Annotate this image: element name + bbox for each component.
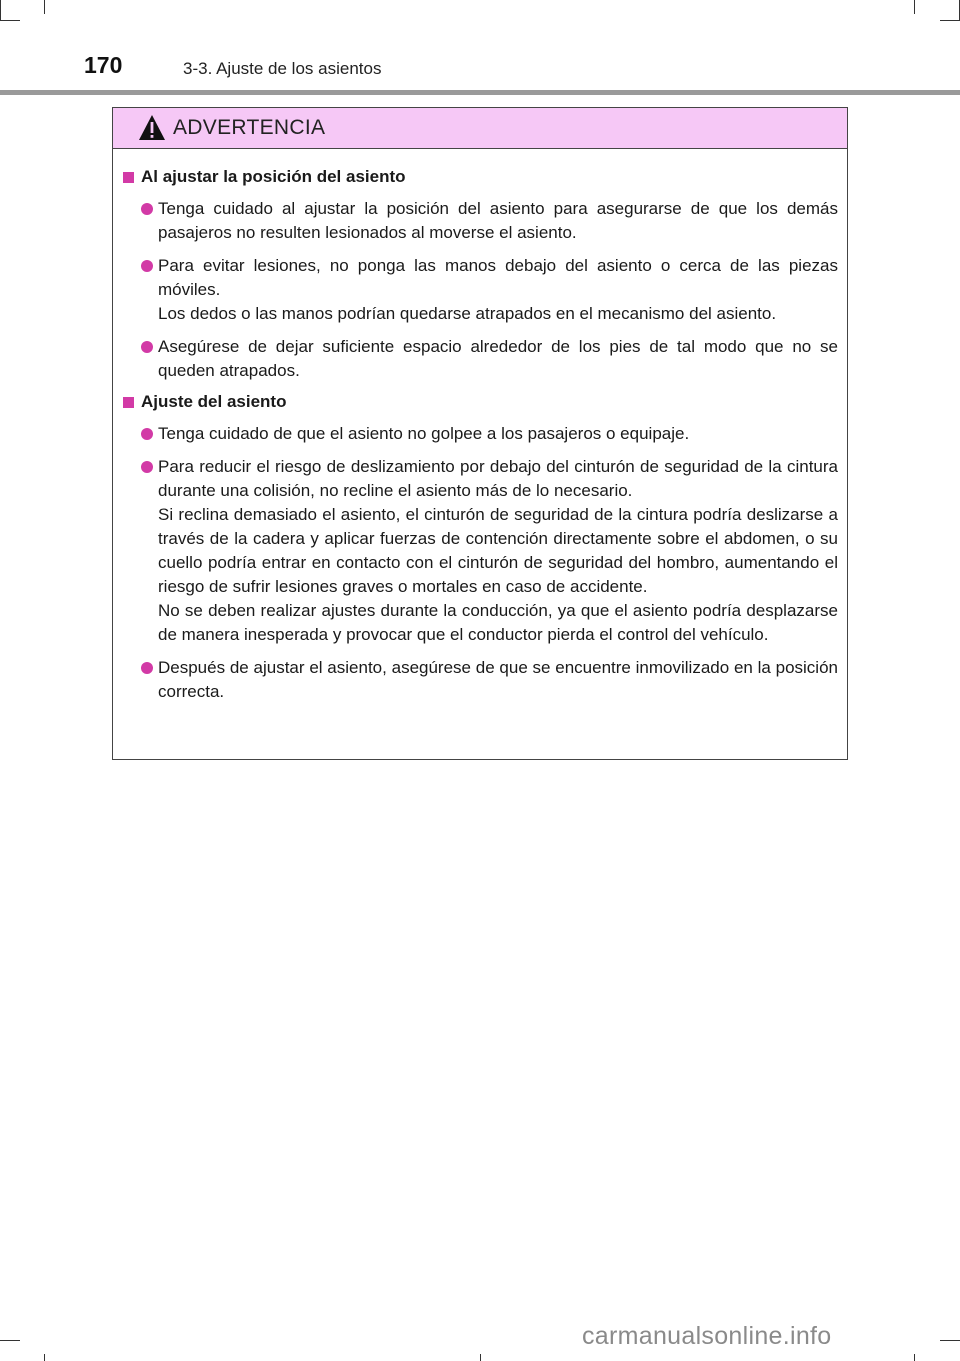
square-bullet-icon: [123, 397, 134, 408]
list-item-text: Si reclina demasiado el asiento, el cinturón de seguridad de la cintura podría deslizarse a través de la cadera y aplicar fuerzas de contención directamente sobre el abdomen, o su cuello podría entrar en contacto con el cinturón de seguridad del hombro, aumentando el riesgo de sufrir lesiones graves o mortales en caso de accidente.: [158, 505, 838, 596]
list-item-text: Tenga cuidado al ajustar la posición del asiento para asegurarse de que los demás pasajeros no resulten lesionados al moverse el asiento.: [158, 199, 838, 242]
list-item-text: Tenga cuidado de que el asiento no golpee a los pasajeros o equipaje.: [158, 424, 690, 443]
section-heading: [122, 392, 838, 412]
warning-body: [113, 149, 847, 704]
section-heading-text: Al ajustar la posición del asiento: [141, 167, 406, 186]
circle-bullet-icon: [141, 662, 153, 674]
crop-mark: [0, 0, 1, 20]
list-item-text: Para evitar lesiones, no ponga las manos debajo del asiento o cerca de las piezas móviles.: [158, 256, 838, 299]
crop-mark: [0, 1340, 20, 1341]
warning-box: [112, 107, 848, 760]
crop-mark: [44, 1354, 45, 1361]
section-title: 3-3. Ajuste de los asientos: [183, 59, 382, 78]
watermark: carmanualsonline.info: [582, 1322, 832, 1350]
section-heading: [122, 167, 838, 187]
crop-mark: [44, 0, 45, 14]
warning-title: ADVERTENCIA: [173, 116, 326, 139]
crop-mark: [0, 20, 20, 21]
list-item-text: Después de ajustar el asiento, asegúrese de que se encuentre inmovilizado en la posición correcta.: [158, 658, 838, 701]
crop-mark: [940, 1340, 960, 1341]
list-item: [122, 656, 838, 704]
warning-triangle-icon: [138, 114, 166, 141]
list-item-text: Asegúrese de dejar suficiente espacio alrededor de los pies de tal modo que no se queden atrapados.: [158, 337, 838, 380]
list-item: [122, 455, 838, 647]
list-item-text: No se deben realizar ajustes durante la conducción, ya que el asiento podría desplazarse de manera inesperada y provocar que el conductor pierda el control del vehículo.: [158, 601, 838, 644]
section-heading-text: Ajuste del asiento: [141, 392, 287, 411]
circle-bullet-icon: [141, 461, 153, 473]
warning-header: [113, 108, 847, 149]
page-number: 170: [84, 52, 123, 78]
list-item: [122, 254, 838, 326]
list-item-text: Para reducir el riesgo de deslizamiento por debajo del cinturón de seguridad de la cintura durante una colisión, no recline el asiento más de lo necesario.: [158, 457, 838, 500]
circle-bullet-icon: [141, 203, 153, 215]
header-divider: [0, 90, 960, 95]
square-bullet-icon: [123, 172, 134, 183]
circle-bullet-icon: [141, 341, 153, 353]
list-item: [122, 197, 838, 245]
circle-bullet-icon: [141, 428, 153, 440]
list-item-text: Los dedos o las manos podrían quedarse atrapados en el mecanismo del asiento.: [158, 304, 777, 323]
crop-mark: [940, 20, 960, 21]
crop-mark: [914, 1354, 915, 1361]
list-item: [122, 422, 838, 446]
crop-mark: [914, 0, 915, 14]
list-item: [122, 335, 838, 383]
circle-bullet-icon: [141, 260, 153, 272]
crop-mark: [480, 1354, 481, 1361]
